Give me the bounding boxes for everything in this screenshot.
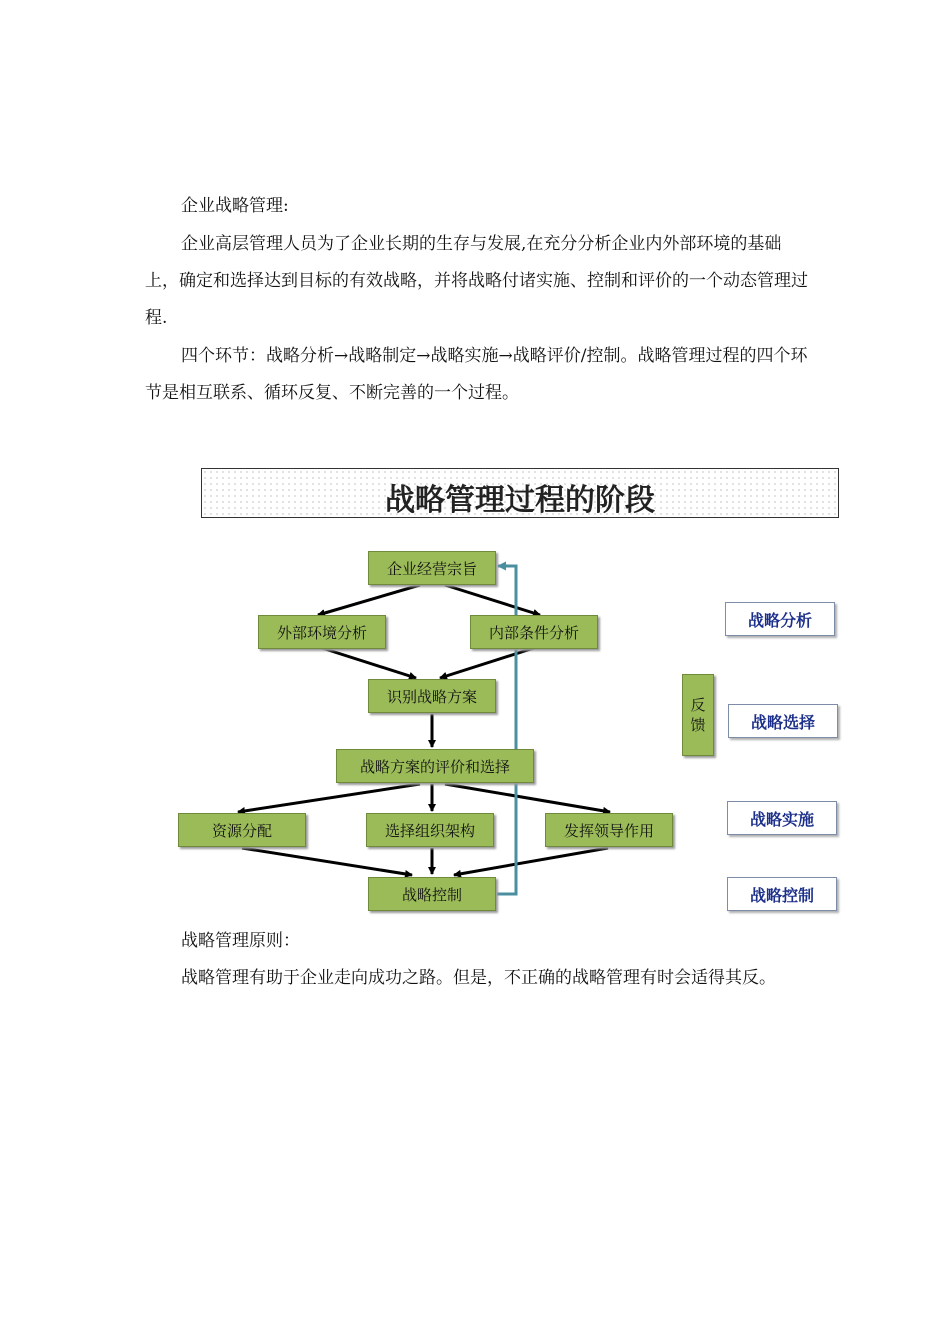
feedback-box: [682, 674, 714, 756]
stage-implementation: 战略实施: [727, 801, 837, 835]
definition-paragraph: 企业高层管理人员为了企业长期的生存与发展,在充分分析企业内外部环境的基础上，确定和选择达到目标的有效战略，并将战略付诸实施、控制和评价的一个动态管理过程.: [145, 234, 808, 328]
node-identify-options: 识别战略方案: [368, 679, 496, 713]
arrow-mission-internal: [445, 585, 540, 615]
node-evaluate-select: 战略方案的评价和选择: [336, 749, 534, 783]
diagram-title: 战略管理过程的阶段: [385, 483, 655, 518]
heading-principles: 战略管理原则：: [181, 931, 300, 951]
arrow-evaluate-leadership: [445, 784, 610, 812]
arrow-external-identify: [322, 648, 416, 678]
node-mission: 企业经营宗旨: [368, 551, 496, 585]
arrow-resources-control: [242, 848, 412, 875]
feedback-label: 反馈: [690, 696, 706, 734]
heading-enterprise-strategy: 企业战略管理:: [181, 196, 289, 216]
arrow-internal-identify: [440, 648, 534, 678]
four-stages-paragraph: 四个环节：战略分析→战略制定→战略实施→战略评价/控制。战略管理过程的四个环节是相互联系、循环反复、不断完善的一个过程。: [145, 346, 808, 403]
arrow-mission-external: [318, 585, 420, 615]
diagram-title-box: [201, 468, 839, 518]
principles-paragraph: 战略管理有助于企业走向成功之路。但是，不正确的战略管理有时会适得其反。: [181, 968, 776, 988]
stage-analysis: 战略分析: [725, 602, 835, 636]
arrow-leadership-control: [454, 848, 608, 875]
stage-selection: 战略选择: [728, 704, 838, 738]
arrow-evaluate-resources: [238, 784, 420, 812]
node-strategy-control: 战略控制: [368, 877, 496, 911]
stage-control: 战略控制: [727, 877, 837, 911]
node-internal-analysis: 内部条件分析: [470, 615, 598, 649]
node-organization-structure: 选择组织架构: [366, 813, 494, 847]
node-external-analysis: 外部环境分析: [258, 615, 386, 649]
node-leadership: 发挥领导作用: [545, 813, 673, 847]
node-resource-allocation: 资源分配: [178, 813, 306, 847]
